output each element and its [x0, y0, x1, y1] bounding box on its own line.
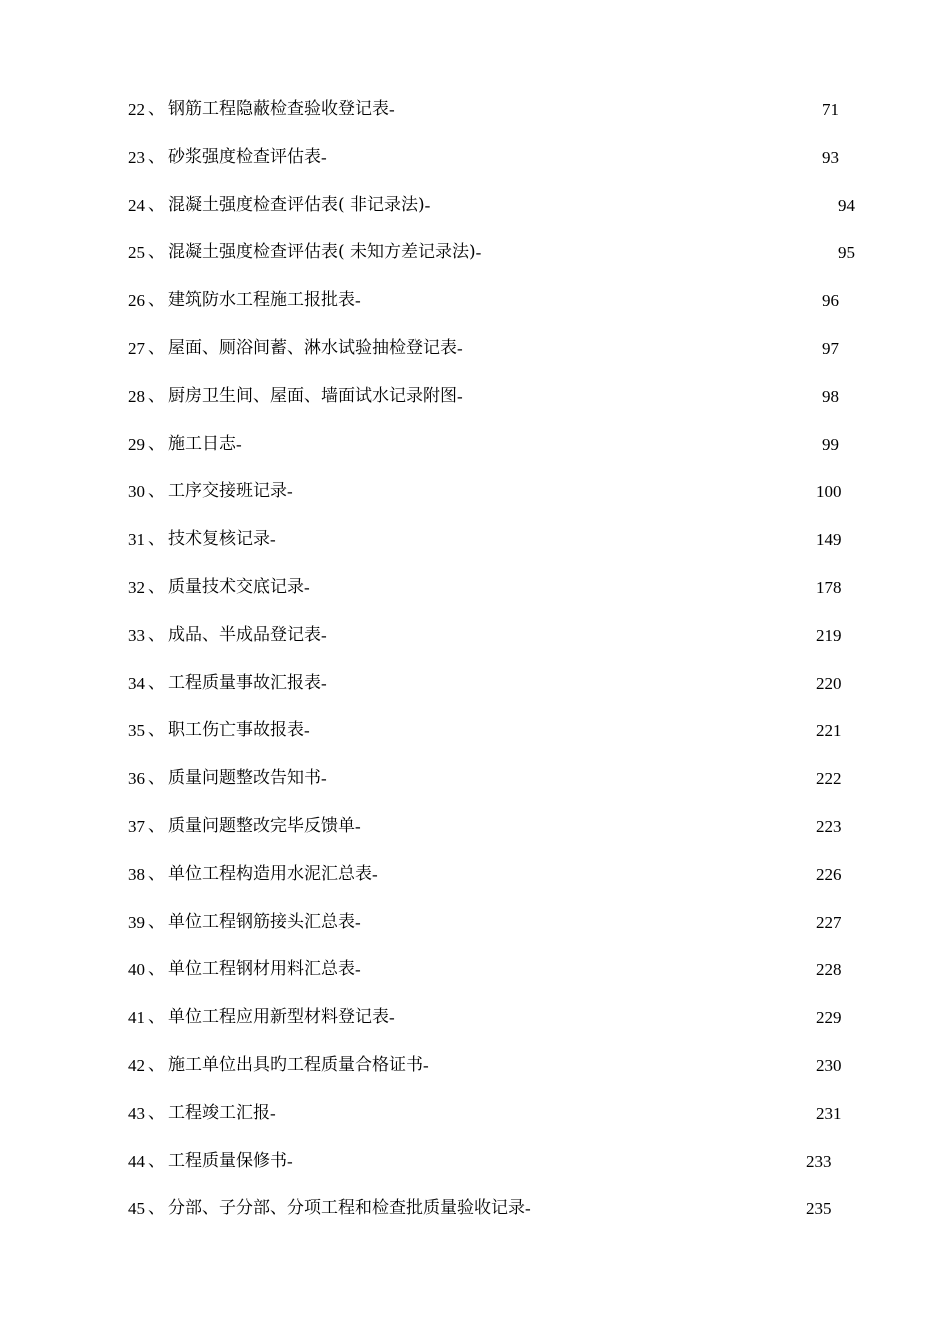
toc-entry-number: 28: [128, 386, 145, 406]
toc-entry[interactable]: [0, 899, 950, 947]
toc-entry-number: 44: [128, 1151, 145, 1171]
toc-entry-number: 30: [128, 482, 145, 502]
toc-entry-leader: -: [355, 291, 361, 311]
toc-entry-number: 37: [128, 816, 145, 836]
toc-entry-leader: -: [304, 577, 310, 597]
toc-entry-title: 工序交接班记录: [168, 481, 287, 502]
toc-entry[interactable]: [0, 1185, 950, 1233]
toc-entry-number: 41: [128, 1008, 145, 1028]
toc-entry-number: 29: [128, 434, 145, 454]
toc-entry-separator: 、: [148, 433, 165, 454]
toc-entry-separator: 、: [148, 242, 165, 263]
toc-entry[interactable]: [0, 612, 950, 660]
toc-entry-leader: -: [270, 1103, 276, 1123]
toc-entry-leader: -: [424, 195, 431, 215]
toc-entry-page-number: 235: [806, 1199, 832, 1219]
toc-entry-separator: 、: [148, 1150, 165, 1171]
toc-entry-page-number: 71: [822, 100, 839, 119]
toc-entry-number: 33: [128, 625, 145, 645]
toc-entry-leader: -: [525, 1199, 531, 1219]
toc-entry-title: 技术复核记录: [168, 529, 270, 550]
toc-entry-leader: -: [475, 243, 482, 263]
toc-entry[interactable]: [0, 134, 950, 182]
toc-entry-title: 单位工程钢筋接头汇总表: [168, 911, 355, 932]
toc-entry-title: 厨房卫生间、屋面、墙面试水记录附图: [168, 385, 457, 406]
toc-entry-page-number: 94: [838, 195, 855, 215]
toc-entry-separator: 、: [148, 290, 165, 311]
toc-entry-separator: 、: [148, 576, 165, 597]
toc-entry-page-number: 99: [822, 434, 839, 454]
toc-entry[interactable]: [0, 86, 950, 134]
toc-entry-leader: -: [304, 721, 310, 741]
toc-entry-separator: 、: [148, 624, 165, 645]
toc-entry-title: 成品、半成品登记表: [168, 624, 321, 645]
toc-entry-number: 32: [128, 577, 145, 597]
toc-entry-separator: 、: [148, 672, 165, 693]
toc-entry-number: 40: [128, 960, 145, 980]
toc-entry[interactable]: [0, 946, 950, 994]
toc-entry-leader: -: [423, 1055, 429, 1075]
toc-entry-page-number: 222: [816, 769, 842, 789]
toc-entry[interactable]: [0, 803, 950, 851]
toc-entry[interactable]: [0, 277, 950, 325]
toc-entry-title: 工程质量事故汇报表: [168, 672, 321, 693]
toc-entry-separator: 、: [148, 146, 165, 167]
table-of-contents: [0, 86, 950, 1233]
toc-entry-page-number: 219: [816, 625, 842, 645]
toc-entry[interactable]: [0, 325, 950, 373]
toc-entry-title: 混凝土强度检查评估表( 未知方差记录法): [168, 242, 476, 263]
toc-entry-title: 质量问题整改告知书: [168, 768, 321, 789]
toc-entry-number: 34: [128, 673, 145, 693]
toc-entry-number: 23: [128, 147, 145, 167]
toc-entry-number: 24: [128, 195, 145, 215]
toc-entry-page-number: 221: [816, 721, 842, 741]
toc-entry-number: 27: [128, 338, 145, 358]
toc-entry[interactable]: [0, 229, 950, 277]
toc-entry-page-number: 223: [816, 816, 842, 836]
toc-entry-page-number: 226: [816, 864, 842, 884]
toc-entry-number: 26: [128, 291, 145, 311]
toc-entry[interactable]: [0, 421, 950, 469]
toc-entry-title: 施工单位出具旳工程质量合格证书: [168, 1054, 423, 1075]
toc-entry-number: 42: [128, 1055, 145, 1075]
toc-entry-leader: -: [355, 816, 361, 836]
toc-entry-leader: -: [287, 1151, 293, 1171]
toc-entry[interactable]: [0, 1090, 950, 1138]
toc-entry[interactable]: [0, 564, 950, 612]
toc-entry-leader: -: [457, 386, 463, 406]
toc-entry-separator: 、: [148, 911, 165, 932]
toc-entry-page-number: 231: [816, 1103, 842, 1123]
toc-entry-page-number: 178: [816, 577, 842, 597]
toc-entry-separator: 、: [148, 863, 165, 884]
toc-entry-separator: 、: [148, 99, 165, 119]
toc-entry[interactable]: [0, 468, 950, 516]
toc-entry-separator: 、: [148, 720, 165, 741]
toc-entry[interactable]: [0, 516, 950, 564]
toc-entry-title: 质量技术交底记录: [168, 576, 304, 597]
toc-entry-leader: -: [355, 912, 361, 932]
toc-entry-separator: 、: [148, 1054, 165, 1075]
toc-entry-page-number: 96: [822, 291, 839, 311]
toc-entry[interactable]: [0, 373, 950, 421]
toc-entry-title: 建筑防水工程施工报批表: [168, 290, 355, 311]
toc-entry-page-number: 95: [838, 243, 855, 263]
toc-entry-leader: -: [355, 960, 361, 980]
toc-entry-number: 45: [128, 1199, 145, 1219]
toc-entry-title: 单位工程应用新型材料登记表: [168, 1007, 389, 1028]
toc-entry-title: 屋面、厕浴间蓄、淋水试验抽检登记表: [168, 337, 457, 358]
toc-entry-page-number: 98: [822, 386, 839, 406]
toc-entry-page-number: 93: [822, 147, 839, 167]
toc-entry-separator: 、: [148, 768, 165, 789]
toc-entry-number: 31: [128, 530, 145, 550]
toc-entry-leader: -: [321, 769, 327, 789]
toc-entry-leader: -: [321, 147, 327, 167]
toc-entry-leader: -: [389, 1008, 395, 1028]
toc-entry-title: 分部、子分部、分项工程和检查批质量验收记录: [168, 1198, 525, 1219]
toc-entry-separator: 、: [148, 1198, 165, 1219]
toc-entry-page-number: 233: [806, 1151, 832, 1171]
toc-entry-separator: 、: [148, 1102, 165, 1123]
toc-entry-title: 施工日志: [168, 433, 236, 454]
toc-entry-separator: 、: [148, 337, 165, 358]
toc-entry-title: 质量问题整改完毕反馈单: [168, 815, 355, 836]
toc-entry-number: 22: [128, 100, 145, 119]
toc-entry[interactable]: [0, 1042, 950, 1090]
toc-entry[interactable]: [0, 182, 950, 230]
toc-entry-separator: 、: [148, 385, 165, 406]
toc-entry-number: 39: [128, 912, 145, 932]
toc-entry[interactable]: [0, 994, 950, 1042]
toc-entry[interactable]: [0, 851, 950, 899]
toc-entry-separator: 、: [148, 815, 165, 836]
toc-entry-page-number: 228: [816, 960, 842, 980]
toc-entry-number: 35: [128, 721, 145, 741]
toc-entry-separator: 、: [148, 481, 165, 502]
toc-entry-page-number: 220: [816, 673, 842, 693]
toc-entry-leader: -: [389, 100, 395, 119]
toc-entry-title: 工程质量保修书: [168, 1150, 287, 1171]
toc-entry-page-number: 149: [816, 530, 842, 550]
toc-entry-title: 单位工程构造用水泥汇总表: [168, 863, 372, 884]
toc-entry[interactable]: [0, 755, 950, 803]
toc-entry-leader: -: [287, 482, 293, 502]
toc-entry-separator: 、: [148, 1007, 165, 1028]
toc-entry-page-number: 227: [816, 912, 842, 932]
toc-entry-leader: -: [372, 864, 378, 884]
toc-entry-leader: -: [321, 673, 327, 693]
toc-entry-leader: -: [457, 338, 463, 358]
toc-entry-page-number: 229: [816, 1008, 842, 1028]
toc-entry-leader: -: [236, 434, 242, 454]
toc-entry-page-number: 100: [816, 482, 842, 502]
toc-entry-number: 36: [128, 769, 145, 789]
toc-entry-number: 38: [128, 864, 145, 884]
toc-entry-title: 职工伤亡事故报表: [168, 720, 304, 741]
toc-entry[interactable]: [0, 1138, 950, 1186]
toc-entry-title: 钢筋工程隐蔽检查验收登记表: [168, 99, 389, 119]
toc-entry[interactable]: [0, 660, 950, 708]
toc-entry-title: 单位工程钢材用料汇总表: [168, 959, 355, 980]
toc-entry-page-number: 97: [822, 338, 839, 358]
toc-entry-separator: 、: [148, 194, 165, 215]
toc-entry-title: 混凝土强度检查评估表( 非记录法): [168, 194, 425, 215]
toc-entry-number: 43: [128, 1103, 145, 1123]
toc-entry-separator: 、: [148, 959, 165, 980]
toc-entry-leader: -: [270, 530, 276, 550]
toc-entry-separator: 、: [148, 529, 165, 550]
toc-entry-number: 25: [128, 243, 145, 263]
toc-entry-title: 工程竣工汇报: [168, 1102, 270, 1123]
toc-entry-title: 砂浆强度检查评估表: [168, 146, 321, 167]
toc-entry-leader: -: [321, 625, 327, 645]
toc-entry[interactable]: [0, 707, 950, 755]
toc-entry-page-number: 230: [816, 1055, 842, 1075]
